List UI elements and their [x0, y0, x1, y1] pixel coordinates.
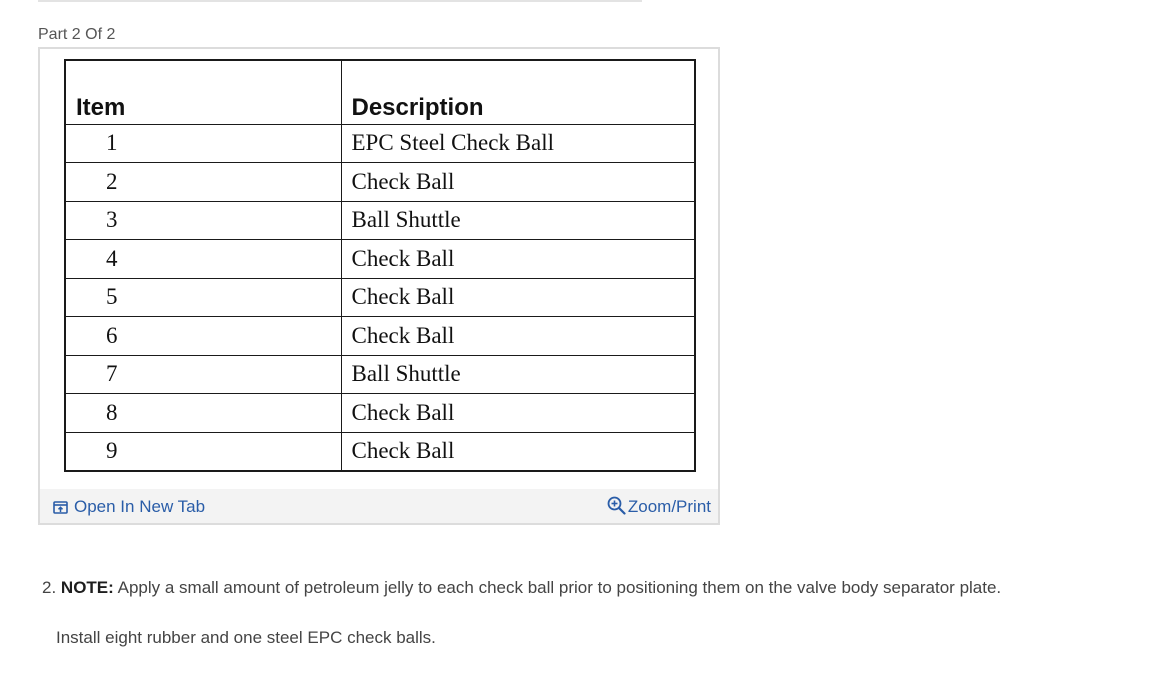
item-number: 6: [65, 317, 341, 356]
item-description: Check Ball: [341, 317, 695, 356]
table-header-row: [65, 60, 695, 124]
table-row: [65, 394, 695, 433]
item-number: 9: [65, 432, 341, 471]
step-detail: Install eight rubber and one steel EPC check balls.: [56, 628, 436, 647]
table-row: [65, 432, 695, 471]
item-description: Check Ball: [341, 394, 695, 433]
zoom-print-link[interactable]: [607, 497, 711, 517]
figure-frame: [38, 47, 720, 525]
parts-table: [64, 59, 696, 472]
table-row: [65, 163, 695, 202]
figure-toolbar: [40, 489, 718, 523]
step-number: 2.: [42, 578, 57, 597]
part-label: Part 2 Of 2: [38, 26, 116, 43]
item-number: 5: [65, 278, 341, 317]
zoom-in-icon: [607, 496, 626, 515]
header-item: Item: [65, 60, 341, 124]
item-number: 7: [65, 355, 341, 394]
table-row: [65, 278, 695, 317]
item-number: 1: [65, 124, 341, 163]
item-number: 3: [65, 201, 341, 240]
open-in-new-tab-label: Open In New Tab: [74, 497, 206, 516]
note-text: Apply a small amount of petroleum jelly to each check ball prior to positioning them on the valve body separator plate.: [117, 578, 1002, 597]
table-row: [65, 124, 695, 163]
table-row: [65, 355, 695, 394]
item-description: Check Ball: [341, 240, 695, 279]
table-row: [65, 317, 695, 356]
item-description: Ball Shuttle: [341, 355, 695, 394]
table-row: [65, 201, 695, 240]
item-description: EPC Steel Check Ball: [341, 124, 695, 163]
note-label: NOTE:: [60, 578, 114, 597]
top-divider: [38, 0, 642, 2]
item-description: Check Ball: [341, 278, 695, 317]
item-number: 2: [65, 163, 341, 202]
zoom-print-label: Zoom/Print: [627, 497, 711, 516]
figure-image: [64, 59, 695, 477]
item-number: 8: [65, 394, 341, 433]
item-number: 4: [65, 240, 341, 279]
item-description: Check Ball: [341, 163, 695, 202]
item-description: Check Ball: [341, 432, 695, 471]
item-description: Ball Shuttle: [341, 201, 695, 240]
open-new-tab-icon: [53, 501, 68, 514]
header-description: Description: [341, 60, 695, 124]
table-row: [65, 240, 695, 279]
open-in-new-tab-link[interactable]: [53, 497, 205, 517]
step-2: [42, 578, 1001, 598]
